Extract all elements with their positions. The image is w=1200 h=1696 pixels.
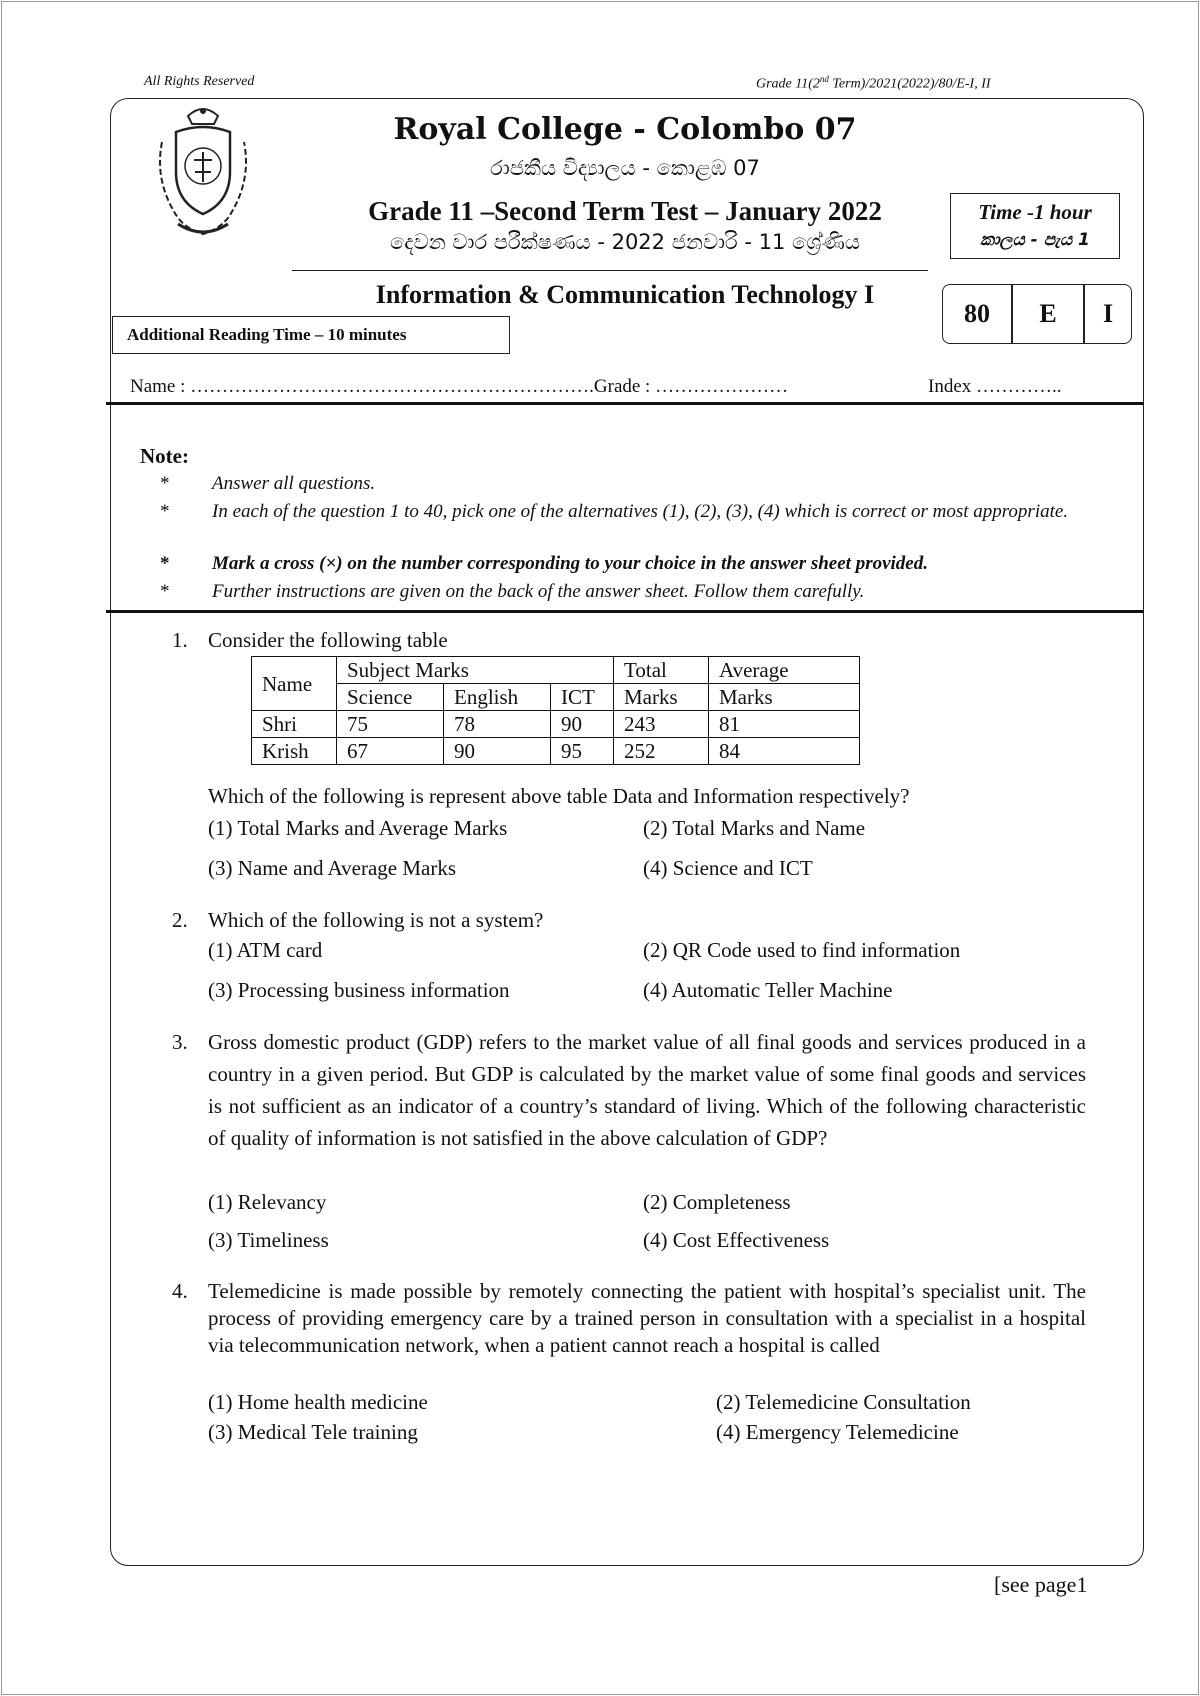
- note-item: * In each of the question 1 to 40, pick one of the alternatives (1), (2), (3), (4) which is correct or most appropriate.: [160, 501, 1069, 522]
- marks-table: [251, 656, 860, 765]
- subject-title: Information & Communication Technology I: [375, 280, 875, 309]
- see-page-link: [see page1: [994, 1572, 1088, 1597]
- school-crest-icon: [148, 102, 258, 244]
- table-row: Shri 75 78 90 243 81: [252, 711, 860, 738]
- notes-divider: [106, 610, 1144, 613]
- note-item: * Answer all questions.: [160, 473, 376, 494]
- note-title: Note:: [140, 444, 189, 468]
- header-divider: [106, 402, 1144, 405]
- option-2: (2) QR Code used to find information: [643, 938, 961, 962]
- option-2: (2) Completeness: [643, 1190, 791, 1214]
- name-grade-field: Name : ……………………………………………………….Grade : …………………: [130, 376, 789, 397]
- option-3: (3) Timeliness: [208, 1228, 329, 1252]
- option-3: (3) Processing business information: [208, 978, 510, 1002]
- option-1: (1) ATM card: [208, 938, 323, 962]
- option-4: (4) Cost Effectiveness: [643, 1228, 830, 1252]
- index-field: Index …………..: [928, 376, 1062, 397]
- option-1: (1) Relevancy: [208, 1190, 327, 1214]
- reading-time-box: Additional Reading Time – 10 minutes: [112, 316, 510, 354]
- test-title-sinhala: දෙවන වාර පරීක්ෂණය - 2022 ජනවාරි - 11 ශ්‍රේණිය: [389, 230, 860, 254]
- table-row: Krish 67 90 95 252 84: [252, 738, 860, 765]
- test-title: Grade 11 –Second Term Test – January 2022: [368, 196, 882, 226]
- table-header-row: Science English ICT Marks Marks: [252, 684, 860, 711]
- table-header-row: Name Subject Marks Total Average: [252, 657, 860, 684]
- option-3: (3) Medical Tele training: [208, 1420, 418, 1444]
- paper-code-part: I: [1102, 299, 1114, 328]
- paper-code-number: 80: [943, 285, 1013, 343]
- note-item: * Mark a cross (×) on the number corresponding to your choice in the answer sheet provided.: [160, 553, 928, 574]
- school-name-sinhala: රාජකීය විද්‍යාලය - කොළඹ 07: [490, 156, 760, 180]
- option-4: (4) Science and ICT: [643, 856, 813, 880]
- time-english: Time -1 hour: [978, 200, 1092, 224]
- paper-code-box: [942, 284, 1132, 344]
- option-1: (1) Total Marks and Average Marks: [208, 816, 508, 840]
- rights-notice: All Rights Reserved: [144, 74, 255, 89]
- option-4: (4) Automatic Teller Machine: [643, 978, 893, 1002]
- question-4: 4. Telemedicine is made possible by remotely connecting the patient with hospital’s specialist unit. The process of providing emergency care by a trained person in consultation with a specialist in a hospital via telecommunication network, when a patient cannot reach a hospital is called: [172, 1279, 1086, 1357]
- time-sinhala: කාලය - පැය 1: [980, 230, 1090, 250]
- title-divider: [292, 270, 928, 271]
- option-3: (3) Name and Average Marks: [208, 856, 457, 880]
- time-box: [950, 193, 1120, 259]
- question-2: 2. Which of the following is not a system?: [172, 908, 544, 932]
- option-2: (2) Total Marks and Name: [643, 816, 866, 840]
- option-1: (1) Home health medicine: [208, 1390, 428, 1414]
- note-item: * Further instructions are given on the back of the answer sheet. Follow them carefully.: [160, 581, 865, 602]
- question-1: 1. Consider the following table: [172, 628, 448, 652]
- paper-code-medium: E: [1013, 285, 1085, 343]
- school-name: Royal College - Colombo 07: [393, 112, 857, 147]
- question-3: 3. Gross domestic product (GDP) refers to the market value of all final goods and services produced in a country in a given period. But GDP is calculated by the market value of some final goods and services is not sufficient as an indicator of a country’s standard of living. Which of the following characteristic of quality of information is not satisfied in the above calculation of GDP?: [172, 1030, 1086, 1150]
- option-4: (4) Emergency Telemedicine: [716, 1420, 959, 1444]
- question-text: Which of the following is represent above table Data and Information respectively?: [208, 784, 910, 808]
- paper-reference: Grade 11(2nd Term)/2021(2022)/80/E-I, II: [756, 74, 991, 92]
- option-2: (2) Telemedicine Consultation: [716, 1390, 971, 1414]
